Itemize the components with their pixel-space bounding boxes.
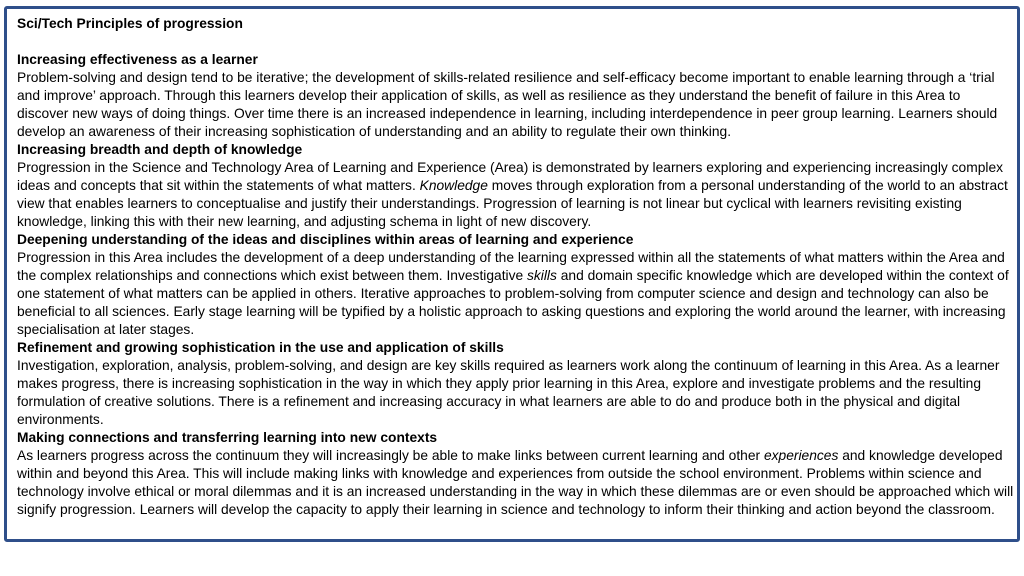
section-body-deepening-italic: skills bbox=[527, 268, 557, 283]
section-heading-effectiveness: Increasing effectiveness as a learner bbox=[17, 52, 258, 67]
section-body-breadth-italic: Knowledge bbox=[419, 178, 488, 193]
section-body-breadth bbox=[17, 159, 1015, 231]
section-body-deepening bbox=[17, 249, 1015, 339]
document-frame bbox=[4, 6, 1020, 542]
section-body-connections-text-2: and knowledge developed within and beyond this Area. This will include making links with knowledge and experiences from outside the school environment. Problems within science and technology involve ethical or moral dilemmas and it is an increased understanding in the way in which these dilemmas are or even should be approached which will signify progression. Learners will develop the capacity to apply their learning in science and technology to inform their thinking and action beyond the classroom. bbox=[17, 448, 1014, 517]
section-body-breadth-text-2: moves through exploration from a personal understanding of the world to an abstract view that enables learners to conceptualise and justify their understandings. Progression of learning is not linear but cyclical with learners revisiting existing knowledge, linking this with their new learning, and adjusting schema in light of new discovery. bbox=[17, 178, 1008, 229]
section-body-connections bbox=[17, 447, 1015, 519]
document-content bbox=[17, 15, 1015, 519]
section-body-deepening-text-1: Progression in this Area includes the development of a deep understanding of the learning expressed within all the statements of what matters within the Area and the complex relationships and connections which exist between them. Investigative bbox=[17, 250, 1005, 283]
document-title: Sci/Tech Principles of progression bbox=[17, 16, 243, 31]
section-heading-breadth: Increasing breadth and depth of knowledge bbox=[17, 142, 303, 157]
section-heading-refinement: Refinement and growing sophistication in the use and application of skills bbox=[17, 340, 504, 355]
section-body-refinement: Investigation, exploration, analysis, problem-solving, and design are key skills required as learners work along the continuum of learning in this Area. As a learner makes progress, there is increasing sophistication in the way in which they apply prior learning in this Area, explore and investigate problems and the resulting formulation of creative solutions. There is a refinement and increasing accuracy in what learners are able to do and produce both in the physical and digital environments. bbox=[17, 358, 1000, 427]
title-spacer bbox=[17, 33, 1015, 51]
section-body-connections-italic: experiences bbox=[763, 448, 839, 463]
section-heading-connections: Making connections and transferring learning into new contexts bbox=[17, 430, 438, 445]
section-heading-deepening: Deepening understanding of the ideas and disciplines within areas of learning and experience bbox=[17, 232, 634, 247]
section-body-connections-text-1: As learners progress across the continuum they will increasingly be able to make links between current learning and other bbox=[17, 448, 764, 463]
section-body-deepening-text-2: and domain specific knowledge which are developed within the context of one statement of what matters can be applied in others. Iterative approaches to problem-solving from computer science and design and technology can also be beneficial to all sciences. Early stage learning will be typified by a holistic approach to asking questions and exploring the world around the learner, with increasing specialisation at later stages. bbox=[17, 268, 1009, 337]
section-body-effectiveness: Problem-solving and design tend to be iterative; the development of skills-related resilience and self-efficacy become important to enable learning through a ‘trial and improve’ approach. Through this learners develop their application of skills, as well as resilience as they understand the benefit of failure in this Area to discover new ways of doing things. Over time there is an increased independence in learning, including interdependence in peer group learning. Learners should develop an awareness of their increasing sophistication of understanding and an ability to regulate their own thinking. bbox=[17, 70, 998, 139]
section-body-breadth-text-1: Progression in the Science and Technology Area of Learning and Experience (Area) is demonstrated by learners exploring and experiencing increasingly complex ideas and concepts that sit within the statements of what matters. bbox=[17, 160, 1004, 193]
